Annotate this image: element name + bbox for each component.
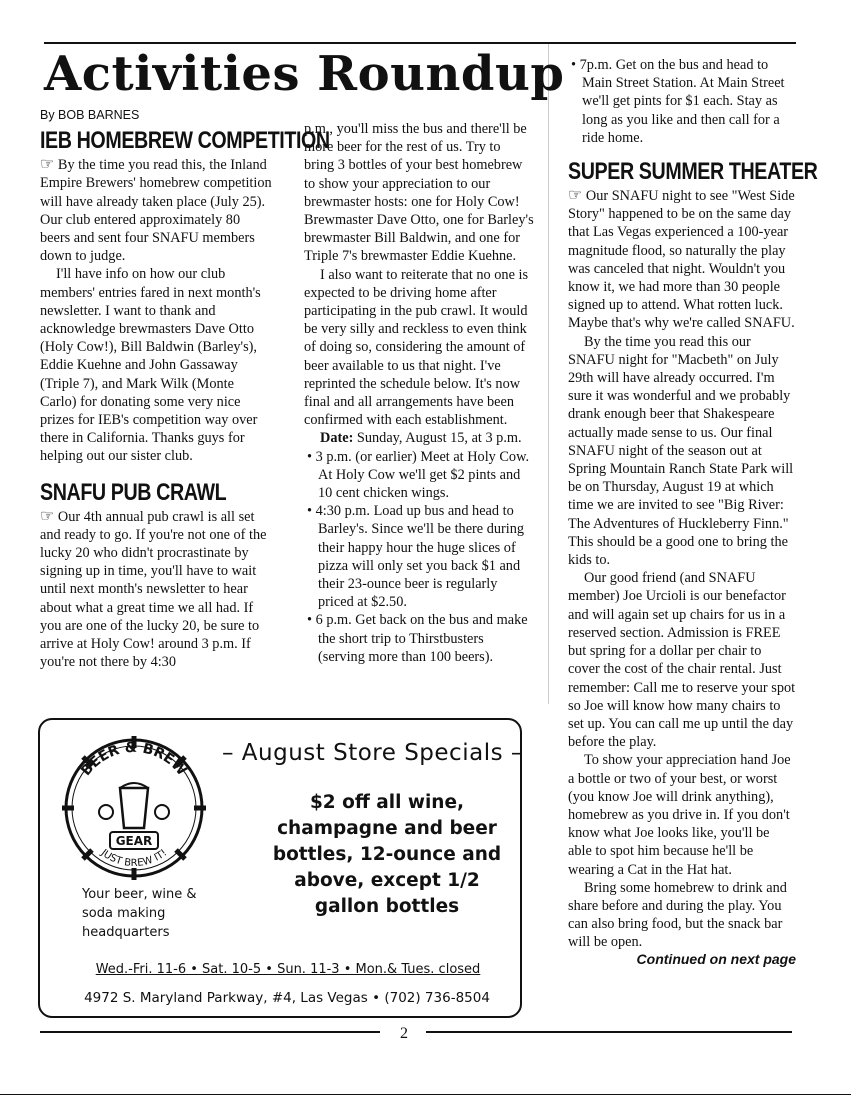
- store-hours: Wed.-Fri. 11-6 • Sat. 10-5 • Sun. 11-3 • Mon.& Tues. closed: [95, 962, 481, 977]
- date-label: Date:: [320, 430, 354, 447]
- ad-title: – August Store Specials –: [222, 740, 523, 766]
- column-1: [40, 106, 330, 671]
- store-address: 4972 S. Maryland Parkway, #4, Las Vegas • (702) 736-8504: [84, 990, 490, 1006]
- ieb-paragraph-1: By the time you read this, the Inland Empire Brewers' homebrew competition will have already taken place (July 25). Our club entered approximately 80 beers and sent four SNAFU members down to judge.: [40, 157, 272, 265]
- theater-paragraph-4: To show your appreciation hand Joe a bottle or two of your best, or worst (you know Joe will drink anything), homebrew as you drive in. If you don't know what Joe looks like, you'll be able to spot him because he'll be wearing a Cat in the Hat hat.: [568, 752, 791, 878]
- pub-crawl-paragraph-3: I also want to reiterate that no one is expected to be driving home after participating in the pub crawl. It would be very silly and reckless to even think of doing so, considering the amount of beer available to us that night. I've reprinted the schedule below. It's now final and all arrangements have been confirmed with each establishment.: [304, 266, 529, 429]
- heading-pub-crawl: SNAFU PUB CRAWL: [40, 478, 227, 506]
- grapes-icon: [99, 805, 113, 819]
- logo-bottom-text: JUST BREW IT!: [98, 847, 170, 870]
- pointing-hand-icon: ☞: [568, 187, 583, 205]
- pointing-hand-icon: ☞: [40, 156, 55, 174]
- theater-paragraph-3: Our good friend (and SNAFU member) Joe Urcioli is our benefactor and will again set up chairs for us in a reserved section. Admission is FREE but spring for a dollar per chair to cover the cost of the chair rental. Just remember: Call me to reserve your spot so Joe will know how many chairs to set up. You can call me up until the day before the play.: [568, 570, 796, 751]
- pub-crawl-paragraph-1: Our 4th annual pub crawl is all set and ready to go. If you're not one of the lucky 20 who didn't procrastinate by signing up in time, you'll have to wait until next month's newsletter to hear about what a great time we all had. If you are one of the lucky 20, be sure to arrive at Holy Cow! around 3 p.m. If you're not there by 4:30: [40, 508, 267, 671]
- theater-paragraph-5: Bring some homebrew to drink and share before and during the play. You can also bring food, but the snack bar will be open.: [568, 879, 787, 951]
- byline: By BOB BARNES: [40, 108, 140, 122]
- logo-mid-text: GEAR: [115, 834, 153, 848]
- schedule-date: Date: Sunday, August 15, at 3 p.m.: [320, 430, 522, 447]
- theater-paragraph-2: By the time you read this our SNAFU night for "Macbeth" on July 29th will have already occurred. I'm sure it was wonderful and we probably drank enough beer that Shakespeare actually made sense to us. Our final SNAFU night of the season out at Spring Mountain Ranch State Park will be on Thursday, August 19 at which time we are invited to see "Big River: The Adventures of Huckleberry Finn." This should be a good one to bring the kids to.: [568, 333, 794, 569]
- theater-paragraph-1: Our SNAFU night to see "West Side Story" happened to be on the same day that Las Vegas experienced a 100-year magnitude flood, so naturally the play was canceled that night. Wouldn't you know it, we had more than 30 people signed up to attend. What rotten luck. Maybe that's why we're called SNAFU.: [568, 188, 795, 332]
- beer-brew-gear-logo: [56, 730, 212, 886]
- column-3: [568, 56, 818, 968]
- ad-offer: $2 off all wine, champagne and beer bottles, 12-ounce and above, except 1/2 gallon bottles: [272, 792, 502, 917]
- continued-note: Continued on next page: [636, 950, 796, 967]
- schedule-item-1: • 3 p.m. (or earlier) Meet at Holy Cow. At Holy Cow we'll get $2 pints and 10 cent chicken wings.: [304, 448, 534, 503]
- footer-rule-left: [40, 1031, 380, 1033]
- page-title: Activities Roundup: [44, 46, 565, 102]
- logo-top-text: BEER & BREW: [78, 739, 190, 779]
- schedule-item-4: • 7p.m. Get on the bus and head to Main Street Station. At Main Street we'll get pints for $1 each. Stay as long as you like and then call for a ride home.: [568, 56, 796, 147]
- schedule-item-2: • 4:30 p.m. Load up bus and head to Barley's. Since we'll be there during their happy hour the huge slices of pizza will only set you back $1 and their 23-ounce beer is regularly priced at $2.50.: [304, 502, 534, 611]
- heading-summer-theater: SUPER SUMMER THEATER: [568, 158, 818, 186]
- ieb-paragraph-2: I'll have info on how our club members' entries fared in next month's newsletter. I want to thank and acknowledge brewmasters Dave Otto (Holy Cow!), Bill Baldwin (Barley's), Eddie Kuehne and John Gassaway (Triple 7), and Mark Wilk (Monte Carlo) for donating some very nice prizes for IEB's competition way over there in California. Thanks guys for helping out our sister club.: [40, 266, 261, 465]
- hops-icon: [155, 805, 169, 819]
- pointing-hand-icon: ☞: [40, 507, 55, 525]
- bottom-edge-rule: [0, 1094, 851, 1095]
- footer-rule-right: [426, 1031, 792, 1033]
- ad-tagline: Your beer, wine & soda making headquarters: [82, 887, 197, 940]
- column-divider: [548, 44, 549, 704]
- page-number: 2: [400, 1025, 408, 1042]
- pub-crawl-paragraph-2: p.m., you'll miss the bus and there'll be more beer for the rest of us. Try to bring 3 bottles of your best homebrew to show your appreciation to our brewmaster hosts: one for Holy Cow! Brewmaster Dave Otto, one for Barley's brewmaster Bill Baldwin, and one for Triple 7's brewmaster Eddie Kuehne.: [304, 121, 534, 265]
- schedule-item-3: • 6 p.m. Get back on the bus and make the short trip to Thirstbusters (serving more than 100 beers).: [304, 611, 534, 666]
- column-2: [304, 120, 534, 666]
- beer-glass-icon: [120, 788, 148, 828]
- heading-ieb-homebrew: IEB HOMEBREW COMPETITION: [40, 127, 330, 155]
